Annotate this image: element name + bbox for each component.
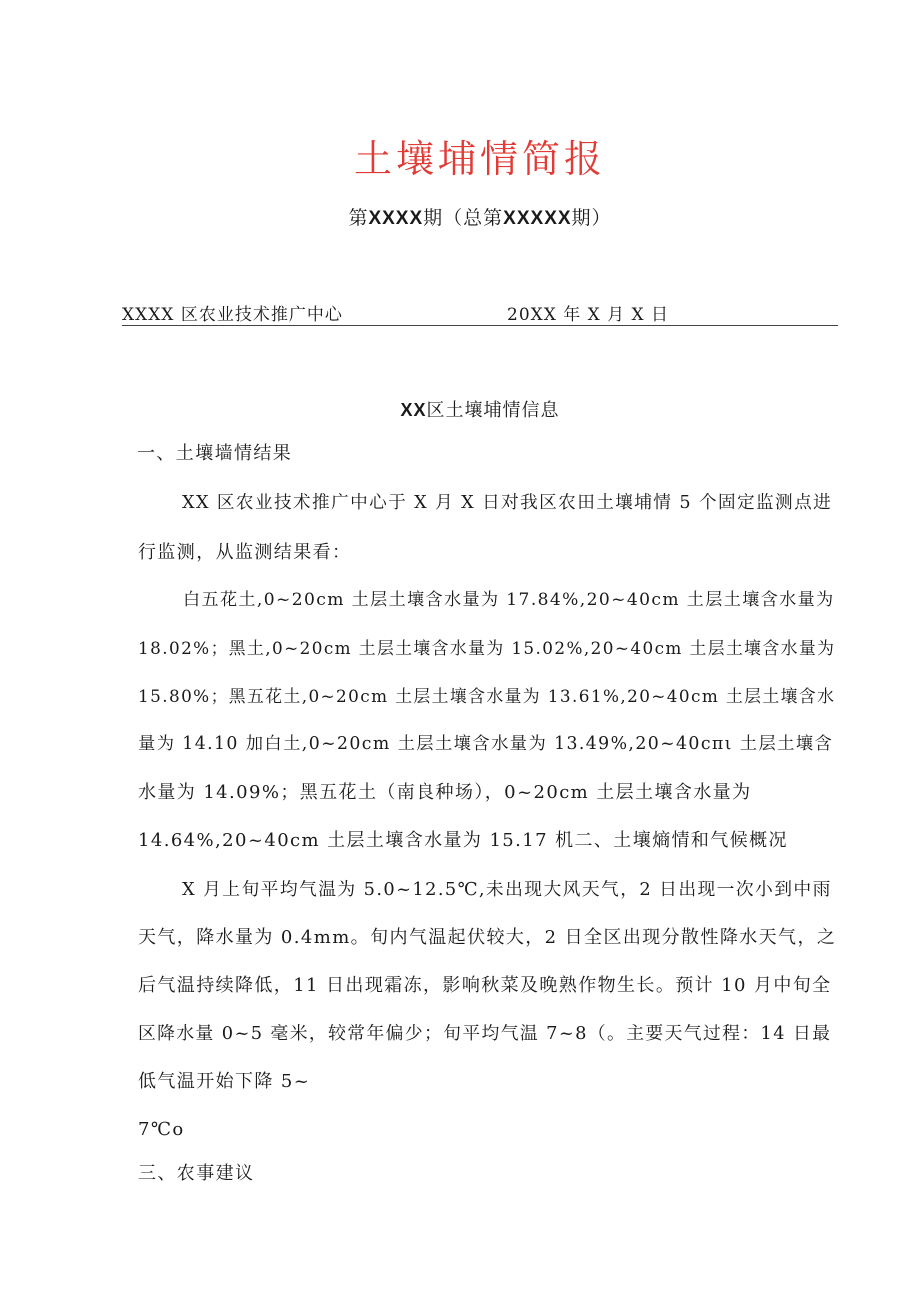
page-title: 土壤埔情简报 [353,137,606,181]
header-row [122,300,838,325]
issuing-organization: XXXX 区农业技术推广中心 [122,305,343,325]
section-heading-soil-results: 一、土壤墙情结果 [137,443,293,464]
issue-number-line [0,203,920,230]
issue-date: 20XX 年 X 月 X 日 [507,305,670,325]
info-title-rest: 区土壤埔情信息 [426,400,560,421]
paragraph-line: 后气温持续降低，11 日出现霜冻，影响秋菜及晚熟作物生长。预计 10 月中旬全 [138,975,832,996]
issue-number: XXXX [368,208,424,229]
info-title [0,396,920,422]
paragraph-line: 白五花土,0~20cm 土层土壤含水量为 17.84%,20~40cm 土层土壤含水量为 [183,590,835,610]
issue-middle: 期（总第 [423,207,504,229]
paragraph-line: 15.80%；黑五花土,0~20cm 土层土壤含水量为 13.61%,20~40cm 土层土壤含水 [138,686,836,706]
paragraph-line: 量为 14.10 加白土,0~20cm 土层土壤含水量为 13.49%,20~40cπι 土层土壤含 [138,734,834,754]
paragraph-line: 区降水量 0~5 毫米，较常年偏少；旬平均气温 7~8（。主要天气过程：14 日最 [138,1023,832,1044]
paragraph-line: 行监测，从监测结果看： [138,542,352,563]
header-divider [122,325,838,326]
paragraph-line: 18.02%；黑土,0~20cm 土层土壤含水量为 15.02%,20~40cm 土层土壤含水量为 [138,638,836,658]
issue-total: XXXXX [503,208,572,229]
issue-suffix: 期） [571,207,612,229]
paragraph-line: 14.64%,20~40cm 土层土壤含水量为 15.17 机二、土壤熵情和气候概况 [138,830,788,851]
paragraph-line: 水量为 14.09%；黑五花土（南良种场），0~20cm 土层土壤含水量为 [138,782,752,803]
issue-prefix: 第 [348,207,369,229]
paragraph-line: X 月上旬平均气温为 5.0~12.5℃,未出现大风天气，2 日出现一次小到中雨 [182,879,832,900]
section-heading-farming-advice: 三、农事建议 [138,1163,255,1184]
paragraph-line: 低气温开始下降 5~ [138,1071,311,1092]
paragraph-line: 7℃o [138,1119,185,1140]
info-title-bold: XX [400,400,427,420]
paragraph-line: 天气，降水量为 0.4mm。旬内气温起伏较大，2 日全区出现分散性降水天气，之 [138,927,837,948]
paragraph-line: XX 区农业技术推广中心于 X 月 X 日对我区农田土壤埔情 5 个固定监测点进 [182,493,833,513]
